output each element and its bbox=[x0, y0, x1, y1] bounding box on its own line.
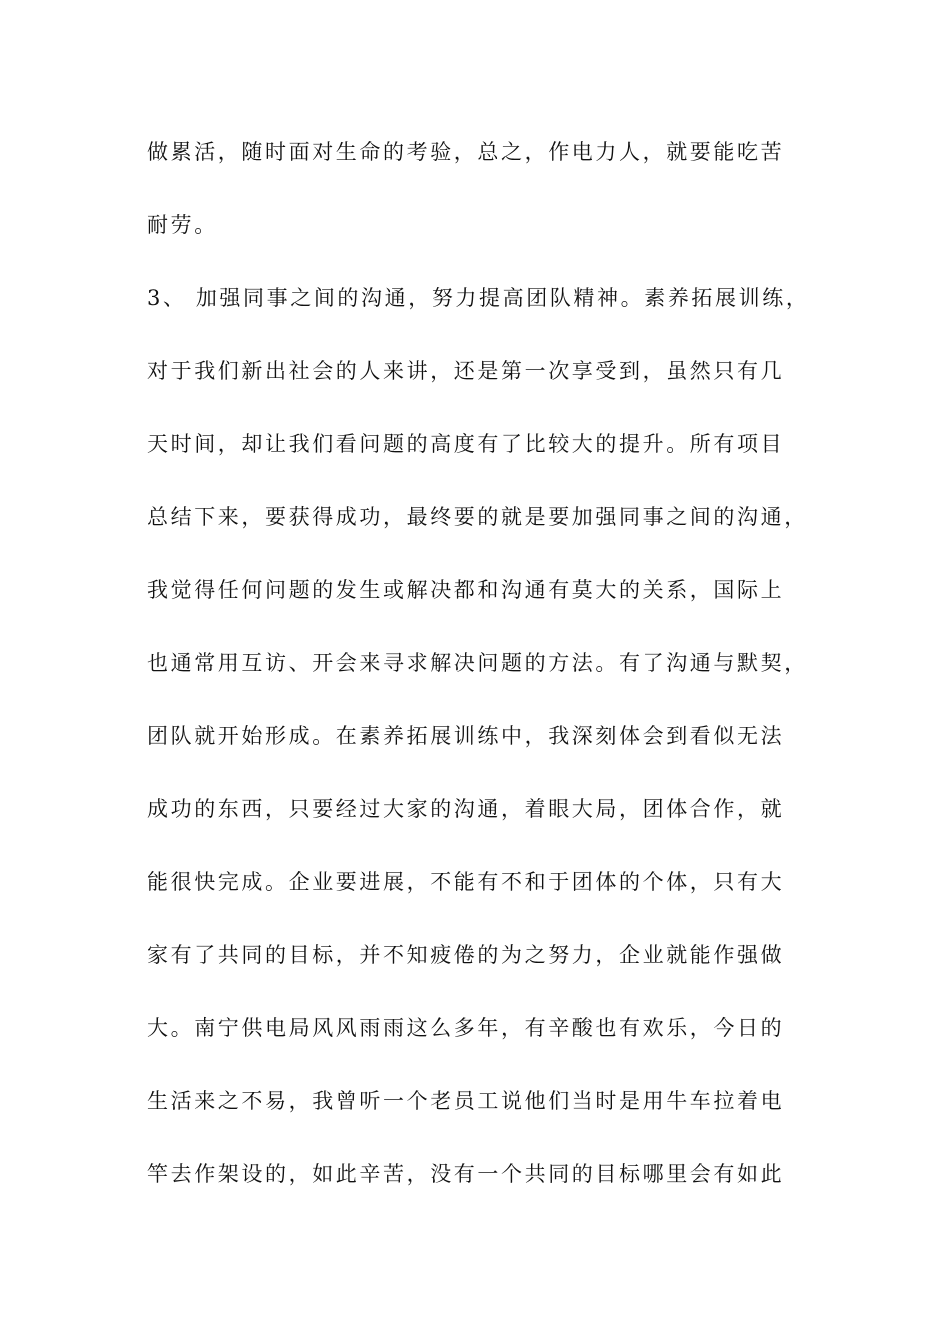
text-line: 对于我们新出社会的人来讲，还是第一次享受到，虽然只有几 bbox=[147, 359, 785, 383]
text-line: 家有了共同的目标，并不知疲倦的为之努力，企业就能作强做 bbox=[147, 943, 785, 967]
text-line: 大。南宁供电局风风雨雨这么多年，有辛酸也有欢乐，今日的 bbox=[147, 1016, 785, 1040]
text-line: 团队就开始形成。在素养拓展训练中，我深刻体会到看似无法 bbox=[147, 724, 785, 748]
text-line: 3、 加强同事之间的沟通，努力提高团队精神。素养拓展训练， bbox=[147, 286, 810, 310]
text-line: 总结下来，要获得成功，最终要的就是要加强同事之间的沟通， bbox=[147, 505, 808, 529]
text-line: 也通常用互访、开会来寻求解决问题的方法。有了沟通与默契， bbox=[147, 651, 808, 675]
text-line: 做累活，随时面对生命的考验，总之，作电力人，就要能吃苦 bbox=[147, 140, 785, 164]
text-line: 生活来之不易，我曾听一个老员工说他们当时是用牛车拉着电 bbox=[147, 1089, 785, 1113]
text-line: 能很快完成。企业要进展，不能有不和于团体的个体，只有大 bbox=[147, 870, 785, 894]
text-line: 我觉得任何问题的发生或解决都和沟通有莫大的关系，国际上 bbox=[147, 578, 785, 602]
text-line: 成功的东西，只要经过大家的沟通，着眼大局，团体合作，就 bbox=[147, 797, 785, 821]
document-body bbox=[147, 130, 837, 1197]
text-line: 耐劳。 bbox=[147, 213, 218, 237]
text-line: 竿去作架设的，如此辛苦，没有一个共同的目标哪里会有如此 bbox=[147, 1162, 785, 1186]
text-line: 天时间，却让我们看问题的高度有了比较大的提升。所有项目 bbox=[147, 432, 785, 456]
